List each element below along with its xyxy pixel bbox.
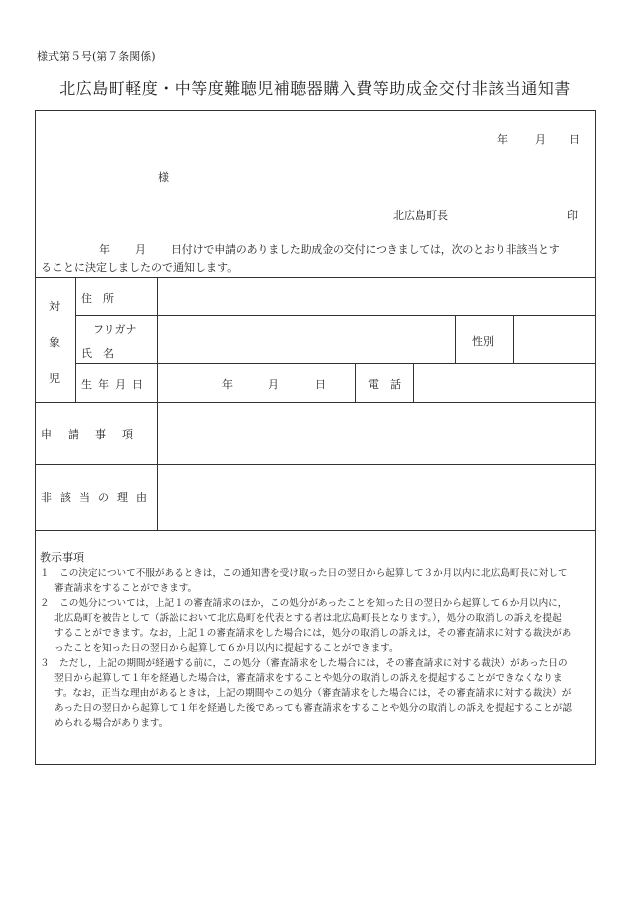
instruction-line: することができます。なお，上記１の審査請求をした場合には，処分の取消しの訴えは，その審査請求に対する裁決があ bbox=[54, 628, 572, 639]
rule-reason-bottom bbox=[35, 530, 596, 531]
sender-name: 北広島町長 bbox=[393, 209, 448, 222]
gender-label: 性別 bbox=[472, 335, 494, 348]
subject-label-char2: 象 bbox=[49, 336, 60, 349]
name-label: 氏 名 bbox=[81, 347, 114, 360]
instruction-line: 審査請求をすることができます。 bbox=[54, 583, 198, 594]
subject-label-char3: 児 bbox=[49, 372, 60, 385]
rule-phone-right bbox=[413, 363, 414, 402]
reason-label: 非該当の理由 bbox=[41, 491, 155, 504]
instructions-heading: 教示事項 bbox=[40, 551, 84, 564]
body-text-line2: ることに決定しましたので通知します。 bbox=[41, 261, 239, 274]
rule-application-bottom bbox=[35, 464, 596, 465]
body-year: 年 bbox=[99, 243, 110, 256]
form-number: 様式第５号(第７条関係) bbox=[37, 50, 156, 63]
subject-label-char1: 対 bbox=[49, 300, 60, 313]
rule-letter-bottom bbox=[35, 277, 596, 278]
recipient-suffix: 様 bbox=[158, 171, 169, 184]
date-year: 年 bbox=[497, 133, 508, 146]
date-day: 日 bbox=[569, 133, 580, 146]
birth-day: 日 bbox=[315, 378, 326, 391]
body-text-line1: 日付けで申請のありました助成金の交付につきましては，次のとおり非該当とす bbox=[171, 243, 560, 256]
seal-mark: 印 bbox=[567, 209, 578, 222]
instruction-line: められる場合があります。 bbox=[54, 718, 169, 729]
instruction-line: ２ この処分については，上記１の審査請求のほか，この処分があったことを知った日の翌日から起算して６か月以内に， bbox=[40, 598, 568, 609]
rule-phone-left bbox=[355, 363, 356, 402]
phone-label: 電 話 bbox=[368, 378, 401, 391]
birth-year: 年 bbox=[222, 378, 233, 391]
date-month: 月 bbox=[535, 133, 546, 146]
birthdate-label: 生年月日 bbox=[81, 378, 149, 391]
rule-label-column-right bbox=[157, 277, 158, 530]
instruction-line: あった日の翌日から起算して１年を経過した後であっても審査請求をすることや処分の取消しの訴えを提起することが認 bbox=[54, 703, 572, 714]
rule-subject-group-right bbox=[75, 277, 76, 402]
rule-subject-bottom bbox=[35, 402, 596, 403]
body-month: 月 bbox=[135, 243, 146, 256]
rule-address-bottom bbox=[75, 315, 596, 316]
instruction-line: す。なお，正当な理由があるときは，上記の期間やこの処分（審査請求をした場合には，その審査請求に対する裁決）が bbox=[54, 688, 572, 699]
furigana-label: フリガナ bbox=[93, 323, 137, 336]
instructions bbox=[40, 550, 592, 731]
instruction-line: 北広島町を被告として（訴訟において北広島町を代表とする者は北広島町長となります。），処分の取消しの訴えを提起 bbox=[54, 613, 562, 624]
address-label: 住 所 bbox=[81, 292, 114, 305]
instruction-line: １ この決定について不服があるときは，この通知書を受け取った日の翌日から起算して３か月以内に北広島町長に対して bbox=[40, 568, 568, 579]
rule-name-bottom bbox=[75, 363, 596, 364]
birth-month: 月 bbox=[268, 378, 279, 391]
document-title: 北広島町軽度・中等度難聴児補聴器購入費等助成金交付非該当通知書 bbox=[59, 79, 571, 98]
rule-gender-left bbox=[455, 315, 456, 363]
instruction-line: ったことを知った日の翌日から起算して６か月以内に提起することができます。 bbox=[54, 643, 399, 654]
instruction-line: ３ ただし，上記の期間が経過する前に，この処分（審査請求をした場合には，その審査請求に対する裁決）があった日の bbox=[40, 658, 568, 669]
instruction-line: 翌日から起算して１年を経過した場合は，審査請求をすることや処分の取消しの訴えを提起することができなくなりま bbox=[54, 673, 563, 684]
rule-gender-right bbox=[513, 315, 514, 363]
application-label: 申請事項 bbox=[41, 428, 149, 441]
